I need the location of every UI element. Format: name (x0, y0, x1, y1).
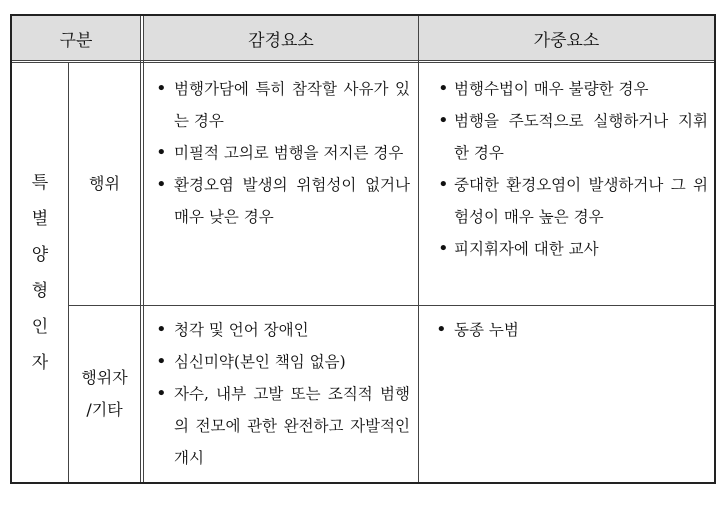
group-char: 형 (31, 280, 49, 301)
header-category (12, 16, 140, 60)
group-char: 양 (31, 244, 49, 265)
list-item: • 범행을 주도적으로 실행하거나 지휘한 경우 (440, 105, 708, 169)
row-act-aggravating (440, 73, 708, 265)
group-char: 특 (31, 172, 49, 193)
row-label-act (69, 63, 140, 305)
header-aggravating (419, 16, 714, 60)
list-item: • 범행수법이 매우 불량한 경우 (440, 73, 708, 105)
group-char: 별 (31, 208, 49, 229)
grid-line (140, 16, 144, 482)
list-item: • 자수, 내부 고발 또는 조직적 범행의 전모에 관한 완전하고 자발적인 개시 (152, 378, 410, 474)
list-item: • 환경오염 발생의 위험성이 없거나 매우 낮은 경우 (152, 169, 410, 233)
special-factor-group-label (12, 63, 68, 482)
row-act-mitigating (152, 73, 410, 233)
row-label-text: 행위자 (81, 368, 128, 387)
list-item: • 범행가담에 특히 참작할 사유가 있는 경우 (152, 73, 410, 137)
list-item: • 동종 누범 (432, 314, 708, 346)
header-mitigating (144, 16, 418, 60)
list-item: • 피지휘자에 대한 교사 (440, 233, 708, 265)
group-char: 인 (31, 316, 49, 337)
grid-line (68, 63, 69, 482)
header-aggravating-text: 가중요소 (533, 30, 600, 51)
row-label-actor-other (69, 306, 140, 482)
grid-line (418, 16, 419, 482)
row-divider (69, 305, 714, 306)
list-item: • 중대한 환경오염이 발생하거나 그 위험성이 매우 높은 경우 (440, 169, 708, 233)
sentencing-factors-table (10, 14, 716, 484)
row-label-text: 행위 (89, 174, 120, 193)
list-item: • 미필적 고의로 범행을 저지른 경우 (152, 137, 410, 169)
header-mitigating-text: 감경요소 (248, 30, 314, 51)
header-category-text: 구분 (59, 30, 93, 51)
row-actor-aggravating (432, 314, 708, 346)
row-actor-mitigating (152, 314, 410, 474)
group-char: 자 (31, 352, 49, 373)
list-item: • 청각 및 언어 장애인 (152, 314, 410, 346)
list-item: • 심신미약(본인 책임 없음) (152, 346, 410, 378)
row-label-text: /기타 (86, 400, 123, 419)
